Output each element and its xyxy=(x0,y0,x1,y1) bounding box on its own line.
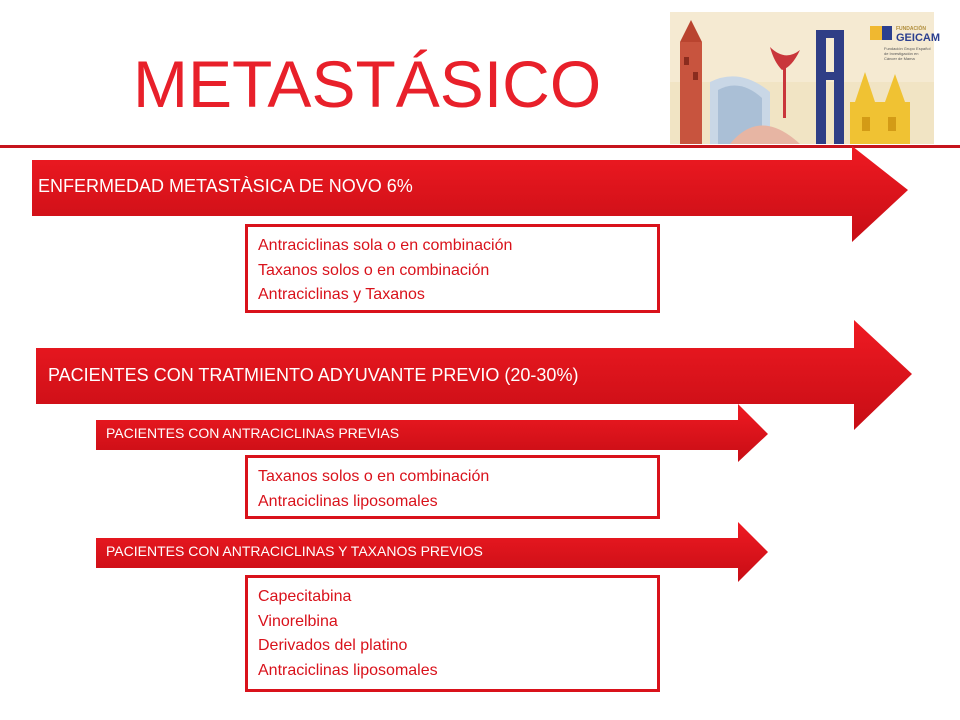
treatment-box-antraciclinas-taxanos xyxy=(245,575,660,692)
box-line: Capecitabina xyxy=(258,588,352,605)
box-line: Taxanos solos o en combinación xyxy=(258,261,490,279)
box-line: Antraciclinas sola o en combinación xyxy=(258,237,513,254)
arrow-label: ENFERMEDAD METASTÀSICA DE NOVO 6% xyxy=(38,176,413,196)
box-line: Derivados del platino xyxy=(258,637,408,654)
treatment-box-antraciclinas-previas xyxy=(245,455,660,519)
geicam-logo-banner xyxy=(670,12,940,144)
arrow-antraciclinas-previas xyxy=(96,404,770,462)
box-line: Antraciclinas y Taxanos xyxy=(258,286,425,303)
slide-title: METASTÁSICO xyxy=(133,47,602,121)
arrow-antraciclinas-taxanos-previos xyxy=(96,522,770,582)
logo-small-text: FUNDACIÓN xyxy=(896,26,926,32)
box-line: Antraciclinas liposomales xyxy=(258,492,438,510)
arrow-label: PACIENTES CON ANTRACICLINAS Y TAXANOS PREVIOS xyxy=(106,543,483,559)
box-line: Antraciclinas liposomales xyxy=(258,661,438,679)
treatment-box-de-novo xyxy=(245,224,660,313)
arrow-label: PACIENTES CON TRATMIENTO ADYUVANTE PREVIO (20-30%) xyxy=(48,365,579,385)
logo-tagline: Fundación Grupo Español de Investigación en Cáncer de Mama xyxy=(884,46,931,61)
arrow-label: PACIENTES CON ANTRACICLINAS PREVIAS xyxy=(106,425,400,441)
box-line: Vinorelbina xyxy=(258,612,338,630)
box-line: Taxanos solos o en combinación xyxy=(258,468,490,485)
logo-brand: GEICAM xyxy=(896,32,940,44)
city-illustration xyxy=(670,12,934,144)
